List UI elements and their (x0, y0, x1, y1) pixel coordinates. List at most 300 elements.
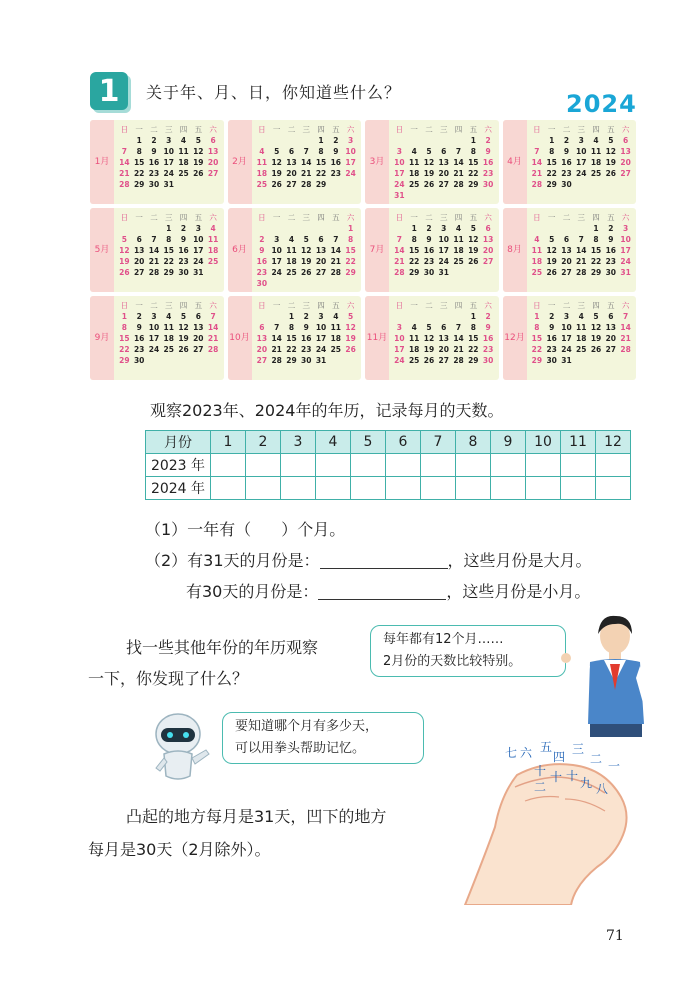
empty-day (559, 223, 574, 234)
day-number: 4 (411, 147, 417, 156)
day-number: 24 (193, 257, 204, 266)
weekday-header: 四 (317, 301, 325, 310)
table-month-header: 6 (386, 431, 421, 454)
day-number: 27 (133, 268, 145, 277)
day-number: 19 (468, 246, 479, 255)
day-number: 23 (148, 169, 160, 178)
day-number: 18 (576, 334, 587, 343)
day-number: 26 (301, 268, 312, 277)
month-label: 12月 (503, 296, 527, 380)
day-number: 26 (605, 169, 617, 178)
day-number: 8 (470, 323, 476, 332)
table-cell[interactable] (456, 477, 491, 500)
month-block (503, 120, 637, 204)
month-days (117, 124, 221, 202)
day-number: 27 (561, 268, 572, 277)
day-number: 24 (620, 257, 631, 266)
empty-day (284, 135, 299, 146)
day-number: 20 (438, 169, 449, 178)
day-number: 14 (148, 246, 160, 255)
day-number: 21 (576, 257, 587, 266)
day-number: 22 (531, 345, 543, 354)
month-block (228, 120, 362, 204)
day-number: 21 (453, 169, 464, 178)
robot-speech-bubble (222, 712, 424, 764)
table-cell[interactable] (491, 477, 526, 500)
table-cell[interactable] (561, 477, 596, 500)
day-number: 7 (534, 147, 540, 156)
weekday-header: 二 (425, 301, 433, 310)
day-number: 9 (259, 246, 265, 255)
empty-day (269, 135, 284, 146)
weekday-header: 六 (209, 301, 217, 310)
question-2-blank[interactable] (320, 552, 448, 569)
day-number: 13 (193, 323, 204, 332)
empty-day (299, 135, 314, 146)
day-number: 10 (345, 147, 356, 156)
day-number: 7 (578, 235, 584, 244)
day-number: 1 (549, 136, 555, 145)
day-number: 29 (531, 356, 543, 365)
day-number: 5 (426, 147, 432, 156)
robot-illustration (148, 710, 214, 782)
day-number: 19 (423, 345, 435, 354)
day-number: 23 (605, 257, 617, 266)
day-number: 13 (438, 158, 449, 167)
day-number: 7 (455, 323, 462, 332)
weekday-header: 五 (332, 301, 340, 310)
table-cell[interactable] (351, 477, 386, 500)
day-number: 29 (163, 268, 174, 277)
empty-day (530, 135, 545, 146)
weekday-header: 六 (209, 125, 217, 134)
day-number: 29 (286, 356, 297, 365)
day-number: 27 (207, 169, 219, 178)
weekday-header: 三 (577, 301, 585, 310)
day-number: 6 (441, 147, 447, 156)
question-title: 关于年、月、日，你知道些什么？ (146, 83, 402, 102)
month-label: 11月 (365, 296, 389, 380)
day-number: 10 (438, 235, 449, 244)
day-number: 18 (207, 246, 219, 255)
day-number: 27 (438, 180, 449, 189)
weekday-header: 二 (150, 301, 158, 310)
day-number: 2 (485, 312, 491, 321)
day-number: 8 (288, 323, 295, 332)
weekday-header: 日 (395, 301, 404, 310)
table-cell[interactable] (211, 477, 246, 500)
day-number: 29 (345, 268, 356, 277)
day-number: 14 (330, 246, 342, 255)
weekday-header: 四 (317, 125, 325, 134)
day-number: 13 (315, 246, 327, 255)
day-number: 20 (561, 257, 572, 266)
weekday-header: 日 (533, 125, 541, 134)
month-block (90, 296, 224, 380)
weekday-header: 六 (346, 213, 355, 222)
day-number: 20 (286, 169, 297, 178)
month-label: 1月 (90, 120, 114, 204)
day-number: 16 (133, 334, 145, 343)
weekday-header: 六 (484, 301, 492, 310)
weekday-header: 五 (194, 125, 203, 134)
day-number: 3 (396, 147, 402, 156)
month-days (255, 300, 359, 378)
table-row-2023 (146, 454, 631, 477)
table-month-header: 10 (526, 431, 561, 454)
empty-day (255, 223, 270, 234)
table-cell[interactable] (386, 477, 421, 500)
day-number: 21 (531, 169, 543, 178)
day-number: 30 (482, 356, 494, 365)
weekday-header: 三 (439, 301, 448, 310)
day-number: 21 (301, 169, 312, 178)
question-1-suffix: ）个月。 (281, 520, 346, 539)
day-number: 16 (482, 334, 494, 343)
day-number: 19 (178, 334, 189, 343)
weekday-header: 一 (547, 301, 556, 310)
question-1-prefix: （1）一年有（ (145, 520, 252, 539)
table-month-header: 12 (596, 431, 631, 454)
day-number: 31 (315, 356, 327, 365)
table-cell[interactable] (386, 454, 421, 477)
day-number: 25 (408, 356, 420, 365)
day-number: 30 (423, 268, 435, 277)
weekday-header: 三 (164, 301, 173, 310)
day-number: 2 (608, 224, 614, 233)
empty-day (147, 223, 162, 234)
table-cell[interactable] (526, 454, 561, 477)
question-3-prefix: 有30天的月份是： (186, 582, 319, 601)
day-number: 28 (531, 180, 543, 189)
month-label: 3月 (365, 120, 389, 204)
table-cell[interactable] (281, 477, 316, 500)
day-number: 17 (394, 169, 405, 178)
day-number: 26 (178, 345, 189, 354)
weekday-header: 日 (258, 125, 266, 134)
row-label-2023: 2023 年 (146, 454, 211, 477)
month-block (365, 120, 499, 204)
empty-day (530, 223, 545, 234)
month-block (228, 208, 362, 292)
month-label: 7月 (365, 208, 389, 292)
day-number: 29 (315, 180, 327, 189)
calendar-year-label: 2024 (566, 90, 637, 118)
robot-bubble-line-2: 可以用拳头帮助记忆。 (235, 741, 366, 756)
day-number: 5 (347, 312, 354, 321)
day-number: 16 (301, 334, 312, 343)
table-header-label: 月份 (146, 431, 211, 454)
table-cell[interactable] (596, 454, 631, 477)
day-number: 26 (590, 345, 602, 354)
day-number: 22 (119, 345, 130, 354)
empty-day (299, 223, 314, 234)
day-number: 12 (605, 147, 617, 156)
day-number: 16 (546, 334, 557, 343)
day-number: 7 (303, 147, 309, 156)
day-number: 12 (271, 158, 282, 167)
weekday-header: 二 (287, 125, 296, 134)
day-number: 19 (423, 169, 435, 178)
weekday-header: 二 (562, 125, 571, 134)
day-number: 30 (605, 268, 617, 277)
day-number: 15 (345, 246, 356, 255)
day-number: 22 (408, 257, 420, 266)
day-number: 25 (207, 257, 219, 266)
table-cell[interactable] (351, 454, 386, 477)
day-number: 4 (455, 224, 462, 233)
weekday-header: 日 (533, 213, 541, 222)
day-number: 31 (438, 268, 449, 277)
month-label: 4月 (503, 120, 527, 204)
empty-day (269, 223, 284, 234)
bottom-note (88, 800, 387, 866)
weekday-header: 一 (135, 301, 143, 310)
day-number: 11 (330, 323, 342, 332)
weekday-header: 日 (258, 213, 266, 222)
day-number: 26 (423, 180, 435, 189)
day-number: 17 (163, 158, 174, 167)
fist-label: 十 (566, 769, 579, 783)
month-block (365, 208, 499, 292)
boy-illustration (560, 612, 660, 737)
day-number: 19 (546, 257, 557, 266)
day-number: 25 (330, 345, 342, 354)
empty-day (392, 223, 407, 234)
weekday-header: 二 (425, 213, 433, 222)
table-header-row (146, 431, 631, 454)
day-number: 31 (394, 191, 405, 200)
day-number: 9 (180, 235, 187, 244)
fist-label: 二 (590, 752, 603, 766)
boy-bubble-line-2: 2月份的天数比较特别。 (383, 654, 522, 669)
empty-day (269, 311, 284, 322)
day-number: 16 (148, 158, 160, 167)
empty-day (284, 223, 299, 234)
table-cell[interactable] (211, 454, 246, 477)
page-number: 71 (606, 928, 624, 944)
day-number: 28 (453, 180, 464, 189)
day-number: 3 (347, 136, 354, 145)
day-number: 25 (576, 345, 587, 354)
fist-label: 八 (596, 782, 609, 796)
day-number: 12 (119, 246, 130, 255)
month-block (90, 208, 224, 292)
day-number: 7 (333, 235, 339, 244)
day-number: 6 (210, 136, 216, 145)
day-number: 29 (590, 268, 602, 277)
weekday-header: 六 (346, 125, 355, 134)
day-number: 4 (166, 312, 172, 321)
question-2 (145, 548, 592, 571)
day-number: 20 (605, 334, 617, 343)
day-number: 27 (315, 268, 327, 277)
weekday-header: 二 (425, 125, 433, 134)
day-number: 11 (256, 158, 268, 167)
day-number: 20 (620, 158, 631, 167)
weekday-header: 三 (577, 213, 585, 222)
day-number: 21 (330, 257, 342, 266)
day-number: 17 (620, 246, 631, 255)
fist-label: 五 (540, 740, 553, 754)
weekday-header: 六 (209, 213, 217, 222)
table-cell[interactable] (281, 454, 316, 477)
weekday-header: 五 (607, 125, 615, 134)
day-number: 17 (315, 334, 327, 343)
month-block (228, 296, 362, 380)
weekday-header: 一 (135, 213, 143, 222)
day-number: 14 (576, 246, 587, 255)
weekday-header: 日 (120, 125, 129, 134)
weekday-header: 五 (194, 213, 203, 222)
day-number: 14 (453, 334, 464, 343)
empty-day (407, 135, 422, 146)
day-number: 4 (288, 235, 295, 244)
weekday-header: 一 (410, 213, 418, 222)
day-number: 11 (408, 334, 420, 343)
table-cell[interactable] (421, 454, 456, 477)
day-number: 18 (286, 257, 297, 266)
table-cell[interactable] (316, 454, 351, 477)
day-number: 6 (485, 224, 491, 233)
month-days (392, 124, 496, 202)
day-number: 7 (622, 312, 629, 321)
day-number: 15 (546, 158, 557, 167)
fist-label: 三 (572, 742, 585, 756)
month-days (392, 300, 496, 378)
day-number: 1 (121, 312, 127, 321)
day-number: 14 (453, 158, 464, 167)
weekday-header: 五 (332, 213, 340, 222)
table-cell[interactable] (526, 477, 561, 500)
table-cell[interactable] (246, 454, 281, 477)
day-number: 4 (593, 136, 599, 145)
day-number: 8 (470, 147, 476, 156)
calendar-2024 (90, 120, 636, 380)
day-number: 22 (590, 257, 602, 266)
day-number: 12 (423, 334, 435, 343)
day-number: 15 (590, 246, 602, 255)
day-number: 19 (345, 334, 356, 343)
month-days (530, 124, 634, 202)
month-label: 8月 (503, 208, 527, 292)
weekday-header: 二 (287, 301, 296, 310)
day-number: 27 (438, 356, 449, 365)
day-number: 19 (119, 257, 130, 266)
day-number: 5 (593, 312, 599, 321)
table-cell[interactable] (316, 477, 351, 500)
day-number: 8 (549, 147, 555, 156)
day-number: 23 (330, 169, 342, 178)
discover-prompt (88, 632, 319, 694)
table-cell[interactable] (421, 477, 456, 500)
month-label: 9月 (90, 296, 114, 380)
month-days (255, 124, 359, 202)
day-number: 24 (576, 169, 587, 178)
day-number: 9 (426, 235, 432, 244)
day-number: 25 (163, 345, 174, 354)
weekday-header: 四 (179, 125, 188, 134)
day-number: 14 (394, 246, 405, 255)
day-number: 9 (333, 147, 339, 156)
weekday-header: 四 (592, 213, 600, 222)
weekday-header: 五 (332, 125, 340, 134)
day-number: 26 (271, 180, 282, 189)
day-number: 22 (468, 169, 479, 178)
table-cell[interactable] (491, 454, 526, 477)
question-2-prefix: （2）有31天的月份是： (145, 551, 320, 570)
day-number: 20 (315, 257, 327, 266)
day-number: 21 (453, 345, 464, 354)
day-number: 3 (318, 312, 324, 321)
table-month-header: 8 (456, 431, 491, 454)
month-block (90, 120, 224, 204)
day-number: 25 (256, 180, 268, 189)
day-number: 4 (259, 147, 265, 156)
empty-day (255, 135, 270, 146)
day-number: 31 (163, 180, 174, 189)
day-number: 24 (271, 268, 282, 277)
table-cell[interactable] (246, 477, 281, 500)
day-number: 18 (408, 345, 420, 354)
day-number: 20 (482, 246, 494, 255)
day-number: 14 (301, 158, 312, 167)
day-number: 15 (468, 334, 479, 343)
empty-day (132, 223, 147, 234)
day-number: 6 (136, 235, 142, 244)
day-number: 23 (561, 169, 572, 178)
day-number: 25 (590, 169, 602, 178)
table-month-header: 2 (246, 431, 281, 454)
day-number: 6 (259, 323, 265, 332)
table-month-header: 1 (211, 431, 246, 454)
day-number: 4 (534, 235, 540, 244)
day-number: 16 (423, 246, 435, 255)
day-number: 2 (549, 312, 555, 321)
day-number: 22 (315, 169, 327, 178)
day-number: 30 (178, 268, 189, 277)
empty-day (422, 135, 437, 146)
day-number: 23 (482, 169, 494, 178)
empty-day (451, 135, 466, 146)
empty-day (544, 223, 559, 234)
day-number: 2 (426, 224, 432, 233)
day-number: 14 (620, 323, 631, 332)
weekday-header: 一 (547, 125, 556, 134)
day-number: 10 (576, 147, 587, 156)
month-days (255, 212, 359, 290)
table-cell[interactable] (596, 477, 631, 500)
weekday-header: 四 (592, 301, 600, 310)
weekday-header: 四 (179, 213, 188, 222)
day-number: 11 (286, 246, 297, 255)
table-cell[interactable] (561, 454, 596, 477)
weekday-header: 一 (272, 301, 281, 310)
day-number: 15 (133, 158, 145, 167)
question-2-suffix: ，这些月份是大月。 (447, 551, 592, 570)
table-cell[interactable] (456, 454, 491, 477)
day-number: 29 (546, 180, 557, 189)
day-number: 23 (256, 268, 268, 277)
instruction-text: 观察2023年、2024年的年历，记录每月的天数。 (150, 401, 504, 420)
day-number: 11 (576, 323, 587, 332)
day-number: 28 (453, 356, 464, 365)
day-number: 7 (274, 323, 280, 332)
day-number: 28 (271, 356, 282, 365)
month-label: 6月 (228, 208, 252, 292)
question-3-blank[interactable] (318, 583, 446, 600)
weekday-header: 六 (621, 301, 630, 310)
